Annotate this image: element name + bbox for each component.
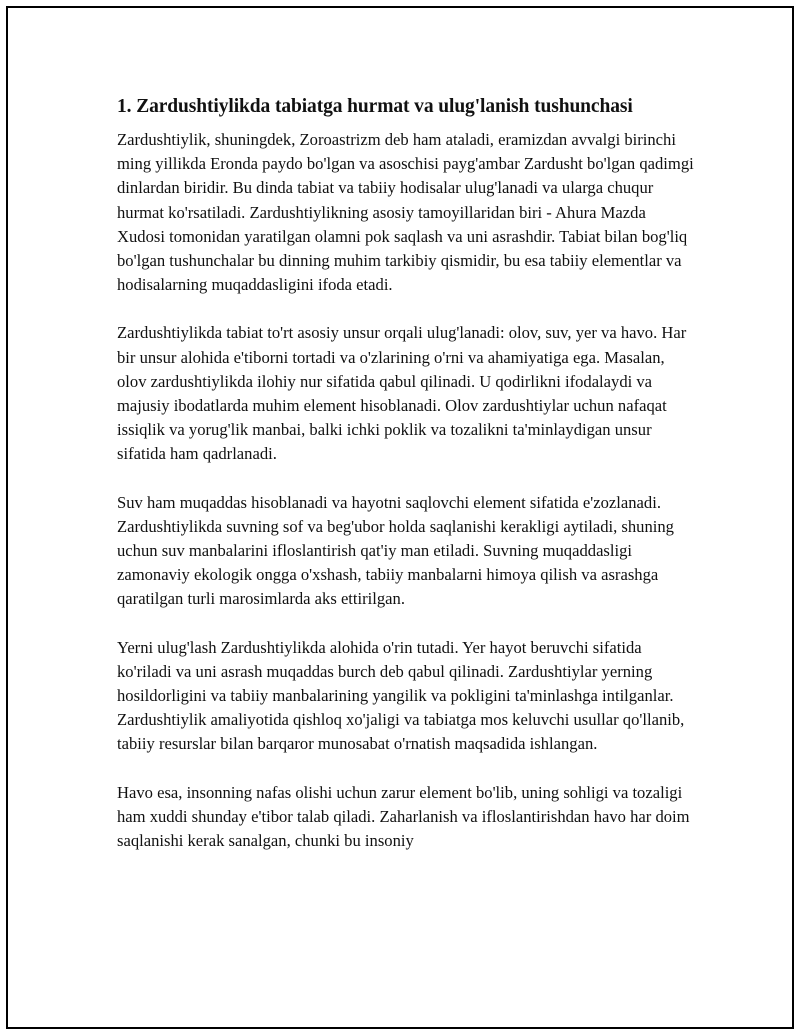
- section-heading: 1. Zardushtiylikda tabiatga hurmat va ulug'lanish tushunchasi: [117, 96, 633, 117]
- document-body: [117, 94, 697, 877]
- paragraph-earth: Yerni ulug'lash Zardushtiylikda alohida o'rin tutadi. Yer hayot beruvchi sifatida ko'riladi va uni asrash muqaddas burch deb qabul qilinadi. Zardushtiylar yerning hosildorligini va tabiiy manbalarining yangilik va pokligini ta'minlashga intilganlar. Zardushtiylik amaliyotida qishloq xo'jaligi va tabiatga mos keluvchi usullar qo'llanib, tabiiy resurslar bilan barqaror munosabat o'rnatish maqsadida ishlangan.: [117, 637, 685, 754]
- paragraph-four-elements: Zardushtiylikda tabiat to'rt asosiy unsur orqali ulug'lanadi: olov, suv, yer va havo. Har bir unsur alohida e'tiborni tortadi va o'zlarining o'rni va ahamiyatiga ega. Masalan, olov zardushtiylikda ilohiy nur sifatida qabul qilinadi. U qodirlikni ifodalaydi va majusiy ibodatlarda muhim element hisoblanadi. Olov zardushtiylar uchun nafaqat issiqlik va yorug'lik manbai, balki ichki poklik va tozalikni ta'minlaydigan unsur sifatida ham qadrlanadi.: [117, 323, 687, 464]
- paragraph-intro: Zardushtiylik, shuningdek, Zoroastrizm deb ham ataladi, eramizdan avvalgi birinchi ming yillikda Eronda paydo bo'lgan va asoschisi payg'ambar Zardusht bo'lgan qadimgi dinlardan biridir. Bu dinda tabiat va tabiiy hodisalar ulug'lanadi va ularga chuqur hurmat ko'rsatiladi. Zardushtiylikning asosiy tamoyillaridan biri - Ahura Mazda Xudosi tomonidan yaratilgan olamni pok saqlash va uni asrashdir. Tabiat bilan bog'liq bo'lgan tushunchalar bu dinning muhim tarkibiy qismidir, bu esa tabiiy elementlar va hodisalarning muqaddasligini ifoda etadi.: [117, 130, 694, 295]
- paragraph-water: Suv ham muqaddas hisoblanadi va hayotni saqlovchi element sifatida e'zozlanadi. Zardushtiylikda suvning sof va beg'ubor holda saqlanishi kerakligi aytiladi, shuning uchun suv manbalarini ifloslantirish qat'iy man etiladi. Suvning muqaddasligi zamonaviy ekologik ongga o'xshash, tabiiy manbalarni himoya qilish va asrashga qaratilgan turli marosimlarda aks ettirilgan.: [117, 492, 674, 609]
- paragraph-air: Havo esa, insonning nafas olishi uchun zarur element bo'lib, uning sohligi va tozaligi ham xuddi shunday e'tibor talab qiladi. Zaharlanish va ifloslantirishdan havo har doim saqlanishi kerak sanalgan, chunki bu insoniy: [117, 782, 690, 851]
